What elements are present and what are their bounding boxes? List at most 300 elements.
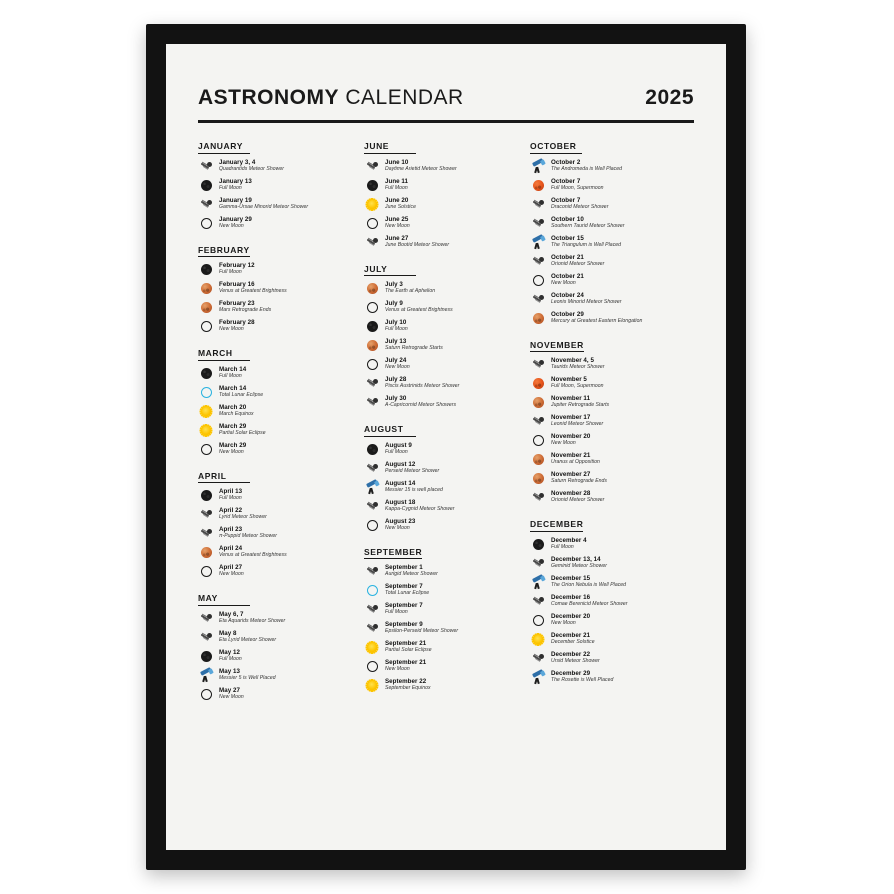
event-text xyxy=(551,274,584,286)
astronomy-calendar-poster xyxy=(166,44,726,850)
comet-icon xyxy=(364,564,380,580)
event-date: June 25 xyxy=(385,215,409,223)
month-heading: SEPTEMBER xyxy=(364,547,422,560)
calendar-event xyxy=(364,638,530,657)
telescope-icon xyxy=(530,669,546,685)
comet-icon xyxy=(364,234,380,250)
calendar-event xyxy=(530,668,698,687)
event-description: Venus at Greatest Brightness xyxy=(385,307,453,314)
event-date: July 9 xyxy=(385,300,403,308)
calendar-event xyxy=(530,271,698,290)
calendar-event xyxy=(530,374,698,393)
month-block-june xyxy=(364,136,530,252)
comet-icon xyxy=(364,602,380,618)
calendar-event xyxy=(198,157,364,176)
event-description: New Moon xyxy=(219,326,244,333)
event-description: Venus at Greatest Brightness xyxy=(219,288,287,295)
event-text xyxy=(551,179,604,191)
event-description: Draconid Meteor Shower xyxy=(551,203,609,210)
calendar-event xyxy=(198,279,364,298)
calendar-event xyxy=(530,233,698,252)
event-date: November 20 xyxy=(551,433,591,441)
calendar-event xyxy=(198,383,364,402)
event-description: New Moon xyxy=(219,693,244,700)
event-description: New Moon xyxy=(385,222,410,229)
event-text xyxy=(219,320,255,332)
event-date: March 29 xyxy=(219,422,247,430)
calendar-event xyxy=(530,214,698,233)
comet-icon xyxy=(198,196,214,212)
event-text xyxy=(551,198,608,210)
month-block-december xyxy=(530,514,698,687)
new-moon-icon xyxy=(364,215,380,231)
event-text xyxy=(385,179,408,191)
event-description: Mercury at Greatest Eastern Elongation xyxy=(551,317,643,324)
event-text xyxy=(551,557,607,569)
calendar-event xyxy=(364,157,530,176)
calendar-event xyxy=(364,336,530,355)
comet-icon xyxy=(530,490,546,506)
event-description: Quadrantids Meteor Shower xyxy=(219,165,284,172)
full-moon-icon xyxy=(198,365,214,381)
event-description: Full Moon, Supermoon xyxy=(551,383,604,390)
calendar-event xyxy=(198,647,364,666)
event-text xyxy=(551,491,604,503)
event-date: September 1 xyxy=(385,564,423,572)
event-description: Gamma-Ursae Minorid Meteor Shower xyxy=(219,203,309,210)
new-moon-icon xyxy=(364,357,380,373)
calendar-column-2 xyxy=(364,136,530,836)
event-description: Orionid Meteor Shower xyxy=(551,497,605,504)
event-text xyxy=(385,358,410,370)
comet-icon xyxy=(364,158,380,174)
sun-icon xyxy=(364,640,380,656)
event-date: May 6, 7 xyxy=(219,610,244,618)
event-date: March 29 xyxy=(219,441,247,449)
full-moon-icon xyxy=(198,262,214,278)
event-text xyxy=(219,263,255,275)
calendar-event xyxy=(364,459,530,478)
month-heading: FEBRUARY xyxy=(198,245,250,258)
event-description: Geminid Meteor Shower xyxy=(551,562,607,569)
calendar-columns xyxy=(198,136,698,836)
event-description: Uranus at Opposition xyxy=(551,459,600,466)
event-text xyxy=(551,160,622,172)
calendar-event xyxy=(198,176,364,195)
month-block-september xyxy=(364,542,530,696)
event-description: September Equinox xyxy=(385,685,431,692)
comet-icon xyxy=(530,414,546,430)
calendar-event xyxy=(198,260,364,279)
telescope-icon xyxy=(530,158,546,174)
calendar-event xyxy=(198,364,364,383)
event-description: Piscis Austrinids Meteor Shower xyxy=(385,383,460,390)
event-date: May 12 xyxy=(219,648,240,656)
calendar-event xyxy=(364,233,530,252)
month-block-january xyxy=(198,136,364,233)
event-date: October 15 xyxy=(551,234,584,242)
event-description: Perseid Meteor Shower xyxy=(385,467,440,474)
event-date: April 27 xyxy=(219,564,243,572)
event-text xyxy=(219,612,285,624)
event-date: May 13 xyxy=(219,667,240,675)
month-block-may xyxy=(198,588,364,704)
event-date: October 7 xyxy=(551,177,581,185)
event-description: New Moon xyxy=(385,524,410,531)
comet-icon xyxy=(530,253,546,269)
event-text xyxy=(219,198,308,210)
new-moon-icon xyxy=(364,517,380,533)
calendar-event xyxy=(364,214,530,233)
planet-icon xyxy=(530,452,546,468)
month-heading: MARCH xyxy=(198,348,250,361)
event-text xyxy=(219,650,242,662)
event-description: Southern Taurid Meteor Shower xyxy=(551,222,625,229)
event-text xyxy=(385,396,456,408)
event-date: November 28 xyxy=(551,490,591,498)
event-date: September 22 xyxy=(385,678,427,686)
event-date: June 11 xyxy=(385,177,409,185)
planet-icon xyxy=(530,395,546,411)
event-text xyxy=(551,377,604,389)
event-description: Mars Retrograde Ends xyxy=(219,307,272,314)
event-text xyxy=(219,688,244,700)
event-text xyxy=(551,396,609,408)
calendar-event xyxy=(198,685,364,704)
calendar-event xyxy=(364,374,530,393)
sun-icon xyxy=(364,196,380,212)
new-moon-icon xyxy=(198,319,214,335)
calendar-event xyxy=(364,478,530,497)
event-text xyxy=(219,217,252,229)
event-description: Partial Solar Eclipse xyxy=(219,429,266,436)
event-text xyxy=(385,679,431,691)
comet-icon xyxy=(530,215,546,231)
telescope-icon xyxy=(364,479,380,495)
calendar-event xyxy=(530,309,698,328)
event-text xyxy=(385,443,412,455)
comet-icon xyxy=(530,196,546,212)
event-date: August 23 xyxy=(385,517,416,525)
comet-icon xyxy=(530,291,546,307)
event-text xyxy=(385,339,443,351)
event-description: New Moon xyxy=(219,571,244,578)
event-description: Total Lunar Eclipse xyxy=(385,590,430,597)
month-block-february xyxy=(198,240,364,337)
month-heading: JANUARY xyxy=(198,141,250,154)
event-date: July 13 xyxy=(385,338,407,346)
event-description: Leonid Meteor Shower xyxy=(551,421,604,428)
event-date: September 21 xyxy=(385,659,427,667)
event-text xyxy=(385,377,459,389)
event-description: A-Capricornid Meteor Showers xyxy=(385,402,457,409)
event-text xyxy=(551,472,607,484)
event-text xyxy=(219,367,246,379)
event-text xyxy=(385,320,408,332)
event-description: The Earth at Aphelion xyxy=(385,288,436,295)
event-date: October 7 xyxy=(551,196,581,204)
month-heading: MAY xyxy=(198,593,250,606)
event-text xyxy=(219,565,244,577)
month-block-october xyxy=(530,136,698,328)
event-text xyxy=(551,652,600,664)
calendar-event xyxy=(530,355,698,374)
calendar-event xyxy=(198,195,364,214)
event-description: The Triangulum is Well Placed xyxy=(551,241,622,248)
calendar-event xyxy=(364,657,530,676)
event-date: July 24 xyxy=(385,357,407,365)
planet-icon xyxy=(364,338,380,354)
title-year: 2025 xyxy=(645,86,694,109)
event-date: August 12 xyxy=(385,460,416,468)
event-description: Orionid Meteor Shower xyxy=(551,260,605,267)
sun-icon xyxy=(198,403,214,419)
comet-icon xyxy=(198,507,214,523)
event-text xyxy=(385,481,443,493)
full-moon-icon xyxy=(364,177,380,193)
event-date: March 14 xyxy=(219,365,247,373)
event-description: Full Moon, Supermoon xyxy=(551,184,604,191)
calendar-event xyxy=(198,402,364,421)
event-text xyxy=(551,236,621,248)
full-moon-icon xyxy=(530,536,546,552)
event-text xyxy=(551,434,590,446)
event-text xyxy=(219,386,263,398)
event-text xyxy=(219,405,254,417)
calendar-event xyxy=(198,628,364,647)
comet-icon xyxy=(198,610,214,626)
event-description: New Moon xyxy=(551,279,576,286)
event-text xyxy=(385,584,429,596)
calendar-event xyxy=(530,393,698,412)
event-date: September 21 xyxy=(385,640,427,648)
calendar-event xyxy=(198,486,364,505)
month-heading: OCTOBER xyxy=(530,141,582,154)
event-date: November 21 xyxy=(551,452,591,460)
calendar-event xyxy=(364,195,530,214)
event-date: February 16 xyxy=(219,281,255,289)
event-description: New Moon xyxy=(219,222,244,229)
calendar-event xyxy=(530,592,698,611)
event-text xyxy=(385,198,416,210)
event-description: The Andromeda is Well Placed xyxy=(551,165,623,172)
calendar-event xyxy=(364,393,530,412)
event-date: February 12 xyxy=(219,262,255,270)
month-heading: APRIL xyxy=(198,471,250,484)
event-text xyxy=(385,236,449,248)
title-light: CALENDAR xyxy=(345,86,464,109)
calendar-event xyxy=(530,630,698,649)
event-date: December 4 xyxy=(551,536,587,544)
month-block-november xyxy=(530,335,698,508)
event-date: November 17 xyxy=(551,414,591,422)
event-text xyxy=(219,282,287,294)
event-description: Ursid Meteor Shower xyxy=(551,657,600,664)
event-description: Messier 15 is well placed xyxy=(385,486,443,493)
event-description: Full Moon xyxy=(219,184,242,191)
event-description: June Solstice xyxy=(385,203,416,210)
calendar-event xyxy=(530,252,698,271)
new-moon-icon xyxy=(198,215,214,231)
event-date: March 20 xyxy=(219,403,247,411)
full-moon-icon xyxy=(364,319,380,335)
event-text xyxy=(551,217,624,229)
comet-icon xyxy=(530,555,546,571)
event-date: June 10 xyxy=(385,158,409,166)
event-date: December 21 xyxy=(551,631,591,639)
event-date: March 14 xyxy=(219,384,247,392)
event-date: June 27 xyxy=(385,234,409,242)
new-moon-icon xyxy=(530,272,546,288)
event-description: Taurids Meteor Shower xyxy=(551,364,605,371)
calendar-event xyxy=(364,176,530,195)
event-description: The Orion Nebula is Well Placed xyxy=(551,581,627,588)
lunar-eclipse-icon xyxy=(364,583,380,599)
event-description: Full Moon xyxy=(385,184,408,191)
calendar-event xyxy=(198,214,364,233)
event-date: November 27 xyxy=(551,471,591,479)
new-moon-icon xyxy=(530,433,546,449)
event-description: Full Moon xyxy=(219,372,242,379)
event-date: October 21 xyxy=(551,272,584,280)
event-text xyxy=(551,453,600,465)
telescope-icon xyxy=(530,574,546,590)
event-description: Full Moon xyxy=(385,448,408,455)
event-description: Full Moon xyxy=(551,543,574,550)
event-description: New Moon xyxy=(219,448,244,455)
calendar-column-1 xyxy=(198,136,364,836)
event-text xyxy=(551,358,605,370)
calendar-column-3 xyxy=(530,136,698,836)
new-moon-icon xyxy=(198,686,214,702)
planet-red-icon xyxy=(530,177,546,193)
full-moon-icon xyxy=(198,488,214,504)
event-date: December 22 xyxy=(551,650,591,658)
comet-icon xyxy=(364,376,380,392)
event-text xyxy=(551,312,642,324)
month-heading: JUNE xyxy=(364,141,416,154)
calendar-event xyxy=(530,554,698,573)
event-date: February 23 xyxy=(219,300,255,308)
event-text xyxy=(219,669,276,681)
event-text xyxy=(219,489,242,501)
event-text xyxy=(219,508,267,520)
event-date: January 29 xyxy=(219,215,252,223)
event-text xyxy=(551,255,604,267)
event-date: October 2 xyxy=(551,158,581,166)
full-moon-icon xyxy=(198,177,214,193)
event-description: New Moon xyxy=(551,440,576,447)
event-text xyxy=(219,546,287,558)
calendar-event xyxy=(530,290,698,309)
sun-icon xyxy=(364,678,380,694)
month-heading: NOVEMBER xyxy=(530,340,584,353)
event-text xyxy=(385,217,410,229)
comet-icon xyxy=(198,629,214,645)
event-description: March Equinox xyxy=(219,410,254,417)
event-description: π-Puppid Meteor Shower xyxy=(219,533,278,540)
calendar-event xyxy=(364,581,530,600)
event-date: April 23 xyxy=(219,526,243,534)
new-moon-icon xyxy=(364,300,380,316)
event-date: January 13 xyxy=(219,177,252,185)
new-moon-icon xyxy=(198,441,214,457)
event-date: September 9 xyxy=(385,621,423,629)
event-description: New Moon xyxy=(385,666,410,673)
event-date: November 11 xyxy=(551,395,591,403)
event-date: July 28 xyxy=(385,376,407,384)
event-date: December 20 xyxy=(551,612,591,620)
calendar-event xyxy=(364,497,530,516)
event-text xyxy=(551,614,590,626)
event-date: May 8 xyxy=(219,629,237,637)
planet-red-icon xyxy=(530,376,546,392)
calendar-event xyxy=(198,524,364,543)
planet-icon xyxy=(364,281,380,297)
calendar-event xyxy=(364,440,530,459)
event-date: July 10 xyxy=(385,319,407,327)
event-text xyxy=(219,424,266,436)
event-date: October 10 xyxy=(551,215,584,223)
event-date: October 21 xyxy=(551,253,584,261)
event-text xyxy=(219,443,246,455)
calendar-event xyxy=(364,619,530,638)
event-date: December 13, 14 xyxy=(551,555,601,563)
event-date: December 29 xyxy=(551,669,591,677)
event-text xyxy=(385,622,458,634)
calendar-event xyxy=(530,611,698,630)
event-text xyxy=(385,641,432,653)
event-date: April 22 xyxy=(219,507,243,515)
planet-icon xyxy=(530,310,546,326)
calendar-event xyxy=(530,176,698,195)
event-description: Eta Aquarids Meteor Shower xyxy=(219,617,286,624)
calendar-event xyxy=(530,469,698,488)
comet-icon xyxy=(364,460,380,476)
event-description: Total Lunar Eclipse xyxy=(219,391,264,398)
planet-icon xyxy=(198,300,214,316)
calendar-event xyxy=(198,421,364,440)
event-description: Kappa-Cygnid Meteor Shower xyxy=(385,505,455,512)
event-date: January 3, 4 xyxy=(219,158,256,166)
calendar-event xyxy=(530,431,698,450)
planet-icon xyxy=(198,281,214,297)
month-heading: DECEMBER xyxy=(530,519,583,532)
comet-icon xyxy=(198,526,214,542)
poster-title-row xyxy=(198,86,694,110)
telescope-icon xyxy=(530,234,546,250)
new-moon-icon xyxy=(530,612,546,628)
event-description: Full Moon xyxy=(385,609,408,616)
calendar-event xyxy=(364,676,530,695)
calendar-event xyxy=(198,505,364,524)
event-text xyxy=(385,603,423,615)
event-text xyxy=(385,500,455,512)
calendar-event xyxy=(364,355,530,374)
event-text xyxy=(219,631,276,643)
calendar-event xyxy=(530,195,698,214)
event-description: Messier 5 is Well Placed xyxy=(219,674,276,681)
event-text xyxy=(219,527,277,539)
event-date: August 9 xyxy=(385,441,412,449)
event-text xyxy=(219,160,284,172)
event-description: Partial Solar Eclipse xyxy=(385,647,432,654)
lunar-eclipse-icon xyxy=(198,384,214,400)
event-description: Eta Lyrid Meteor Shower xyxy=(219,636,277,643)
calendar-event xyxy=(364,600,530,619)
event-description: Comae Berenicid Meteor Shower xyxy=(551,600,628,607)
event-date: April 13 xyxy=(219,488,243,496)
